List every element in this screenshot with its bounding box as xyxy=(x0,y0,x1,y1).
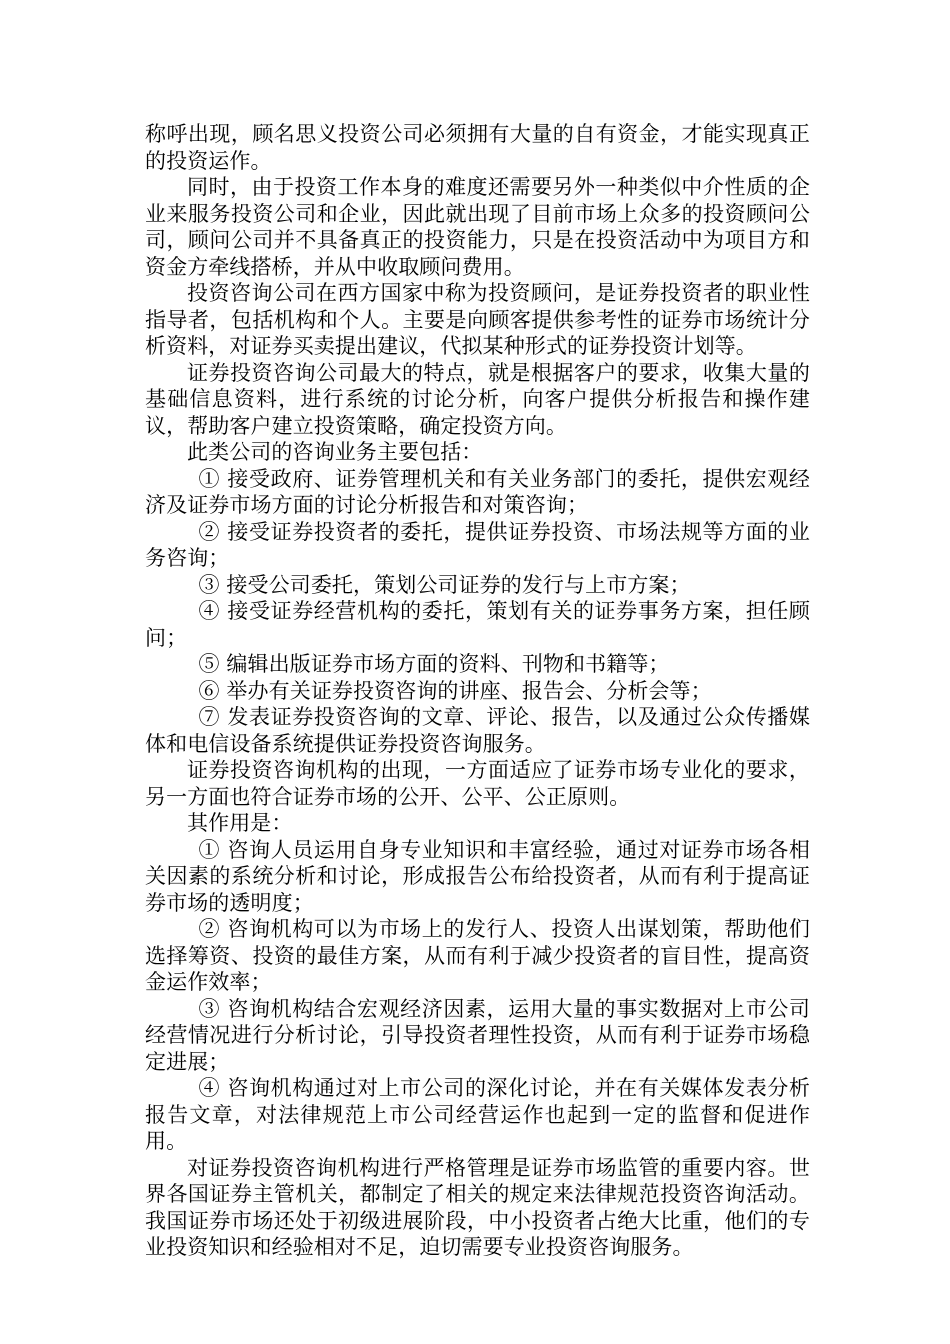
paragraph-investment-advisor-definition: 投资咨询公司在西方国家中称为投资顾问，是证券投资者的职业性指导者，包括机构和个人。主要是向顾客提供参考性的证券市场统计分析资料，对证券买卖提出建议，代拟某种形式的证券投资计划等。 xyxy=(145,281,810,358)
list-item-role-2: ② 咨询机构可以为市场上的发行人、投资人出谋划策，帮助他们选择筹资、投资的最佳方案，从而有利于减少投资者的盲目性，提高资金运作效率； xyxy=(145,917,810,994)
list-item-role-4: ④ 咨询机构通过对上市公司的深化讨论，并在有关媒体发表分析报告文章，对法律规范上市公司经营运作也起到一定的监督和促进作用。 xyxy=(145,1076,810,1153)
list-item-business-1: ① 接受政府、证券管理机关和有关业务部门的委托，提供宏观经济及证券市场方面的讨论分析报告和对策咨询； xyxy=(145,466,810,517)
paragraph-business-scope-heading: 此类公司的咨询业务主要包括： xyxy=(187,440,483,464)
paragraph-regulation: 对证券投资咨询机构进行严格管理是证券市场监管的重要内容。世界各国证券主管机关，都制定了相关的规定来法律规范投资咨询活动。我国证券市场还处于初级进展阶段，中小投资者占绝大比重，他们的专业投资知识和经验相对不足，迫切需要专业投资咨询服务。 xyxy=(145,1155,810,1259)
list-item-role-1: ① 咨询人员运用自身专业知识和丰富经验，通过对证券市场各相关因素的系统分析和讨论，形成报告公布给投资者，从而有利于提高证券市场的透明度； xyxy=(145,837,810,915)
paragraph-intro-continuation: 称呼出现，顾名思义投资公司必须拥有大量的自有资金，才能实现真正的投资运作。 xyxy=(145,122,810,173)
list-item-business-2: ② 接受证券投资者的委托，提供证券投资、市场法规等方面的业务咨询； xyxy=(145,519,810,570)
list-item-business-4: ④ 接受证券经营机构的委托，策划有关的证券事务方案，担任顾问； xyxy=(145,599,810,650)
list-item-business-3: ③ 接受公司委托，策划公司证券的发行与上市方案； xyxy=(198,572,691,597)
list-item-business-5: ⑤ 编辑出版证券市场方面的资料、刊物和书籍等； xyxy=(198,652,670,676)
list-item-business-7: ⑦ 发表证券投资咨询的文章、评论、报告，以及通过公众传播媒体和电信设备系统提供证券投资咨询服务。 xyxy=(145,705,810,756)
paragraph-emergence: 证券投资咨询机构的出现，一方面适应了证券市场专业化的要求，另一方面也符合证券市场的公开、公平、公正原则。 xyxy=(145,758,810,809)
paragraph-roles-heading: 其作用是： xyxy=(187,811,293,835)
list-item-role-3: ③ 咨询机构结合宏观经济因素，运用大量的事实数据对上市公司经营情况进行分析讨论，引导投资者理性投资，从而有利于证券市场稳定进展； xyxy=(145,996,810,1074)
document-body xyxy=(145,121,810,1261)
list-item-business-6: ⑥ 举办有关证券投资咨询的讲座、报告会、分析会等； xyxy=(198,678,712,703)
paragraph-intermediary-firms: 同时，由于投资工作本身的难度还需要另外一种类似中介性质的企业来服务投资公司和企业，因此就出现了目前市场上众多的投资顾问公司，顾问公司并不具备真正的投资能力，只是在投资活动中为项目方和资金方牵线搭桥，并从中收取顾问费用。 xyxy=(145,175,810,279)
paragraph-advisory-features: 证券投资咨询公司最大的特点，就是根据客户的要求，收集大量的基础信息资料，进行系统的讨论分析，向客户提供分析报告和操作建议，帮助客户建立投资策略，确定投资方向。 xyxy=(145,360,810,438)
